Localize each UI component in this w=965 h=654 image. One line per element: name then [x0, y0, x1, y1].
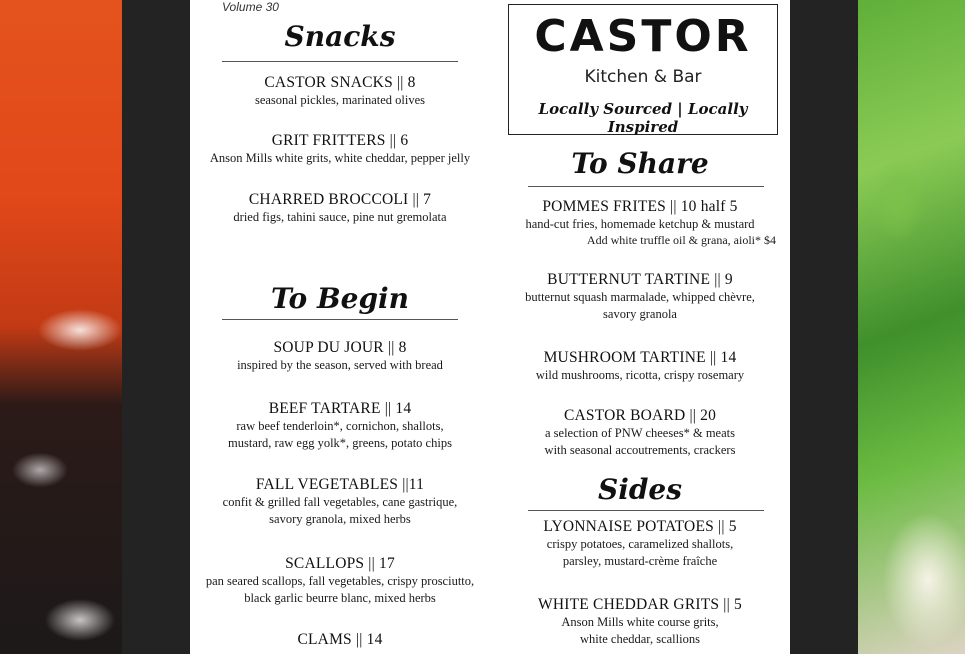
menu-item: [190, 132, 490, 167]
menu-item: [490, 518, 790, 570]
item-name: POMMES FRITES || 10 half 5: [542, 198, 738, 215]
menu-item: [190, 74, 490, 109]
item-description: dried figs, tahini sauce, pine nut gremolata: [233, 210, 447, 224]
menu-item: [190, 476, 490, 528]
section-title-sides: Sides: [597, 473, 682, 506]
item-description: wild mushrooms, ricotta, crispy rosemary: [535, 368, 745, 382]
menu-item: [490, 198, 790, 247]
item-name: BEEF TARTARE || 14: [268, 400, 412, 417]
section-title-snacks: Snacks: [284, 20, 396, 53]
item-description: pan seared scallops, fall vegetables, crispy prosciutto,: [205, 574, 475, 588]
section-divider: [222, 319, 458, 320]
item-name: LYONNAISE POTATOES || 5: [543, 518, 737, 535]
brand-subtitle: Kitchen & Bar: [584, 67, 702, 87]
background-photo-right: [858, 0, 965, 654]
section-divider: [528, 510, 764, 511]
menu-item: [190, 400, 490, 452]
item-description: Anson Mills white course grits,: [561, 615, 719, 629]
brand-logo-box: [508, 4, 778, 135]
item-description: mustard, raw egg yolk*, greens, potato chips: [228, 436, 452, 450]
item-description: seasonal pickles, marinated olives: [254, 93, 426, 107]
item-name: GRIT FRITTERS || 6: [271, 132, 409, 149]
brand-tagline: Locally Sourced | Locally Inspired: [538, 100, 748, 136]
item-description: butternut squash marmalade, whipped chèvre,: [525, 290, 755, 304]
item-name: SCALLOPS || 17: [285, 555, 395, 572]
item-description: white cheddar, scallions: [580, 632, 700, 646]
menu-item: [490, 349, 790, 384]
item-description: Anson Mills white grits, white cheddar, pepper jelly: [209, 151, 471, 165]
item-name: MUSHROOM TARTINE || 14: [543, 349, 737, 366]
item-name: CASTOR BOARD || 20: [563, 407, 717, 424]
menu-item: [190, 339, 490, 374]
menu-item: [490, 271, 790, 323]
section-divider: [222, 61, 458, 62]
item-description: savory granola, mixed herbs: [269, 512, 411, 526]
item-description: parsley, mustard-crème fraîche: [562, 554, 718, 568]
section-divider: [528, 186, 764, 187]
item-name: CHARRED BROCCOLI || 7: [248, 191, 432, 208]
volume-label: Volume 30: [222, 0, 279, 14]
brand-name: CASTOR: [534, 11, 752, 62]
section-title-to-share: To Share: [571, 147, 709, 180]
menu-item: [490, 407, 790, 459]
item-description: a selection of PNW cheeses* & meats: [545, 426, 735, 440]
frame-border-right: [790, 0, 858, 654]
menu-item: [490, 596, 790, 648]
item-name: CLAMS || 14: [297, 631, 383, 648]
menu-item: [190, 631, 490, 649]
item-description: black garlic beurre blanc, mixed herbs: [244, 591, 436, 605]
item-description: hand-cut fries, homemade ketchup & mustard: [525, 217, 755, 231]
item-addon: Add white truffle oil & grana, aioli* $4: [586, 233, 776, 247]
frame-border-left: [122, 0, 190, 654]
item-description: confit & grilled fall vegetables, cane gastrique,: [222, 495, 458, 509]
item-name: SOUP DU JOUR || 8: [273, 339, 407, 356]
menu-item: [190, 191, 490, 226]
item-description: inspired by the season, served with bread: [237, 358, 443, 372]
menu-item: [190, 555, 490, 607]
item-name: CASTOR SNACKS || 8: [264, 74, 416, 91]
item-name: FALL VEGETABLES ||11: [255, 476, 425, 493]
item-name: WHITE CHEDDAR GRITS || 5: [538, 596, 742, 613]
item-description: crispy potatoes, caramelized shallots,: [546, 537, 734, 551]
item-description: raw beef tenderloin*, cornichon, shallots,: [236, 419, 444, 433]
menu-page: [190, 0, 790, 654]
section-title-to-begin: To Begin: [270, 282, 410, 315]
item-name: BUTTERNUT TARTINE || 9: [547, 271, 733, 288]
background-photo-left: [0, 0, 122, 654]
item-description: savory granola: [603, 307, 677, 321]
item-description: with seasonal accoutrements, crackers: [544, 443, 736, 457]
